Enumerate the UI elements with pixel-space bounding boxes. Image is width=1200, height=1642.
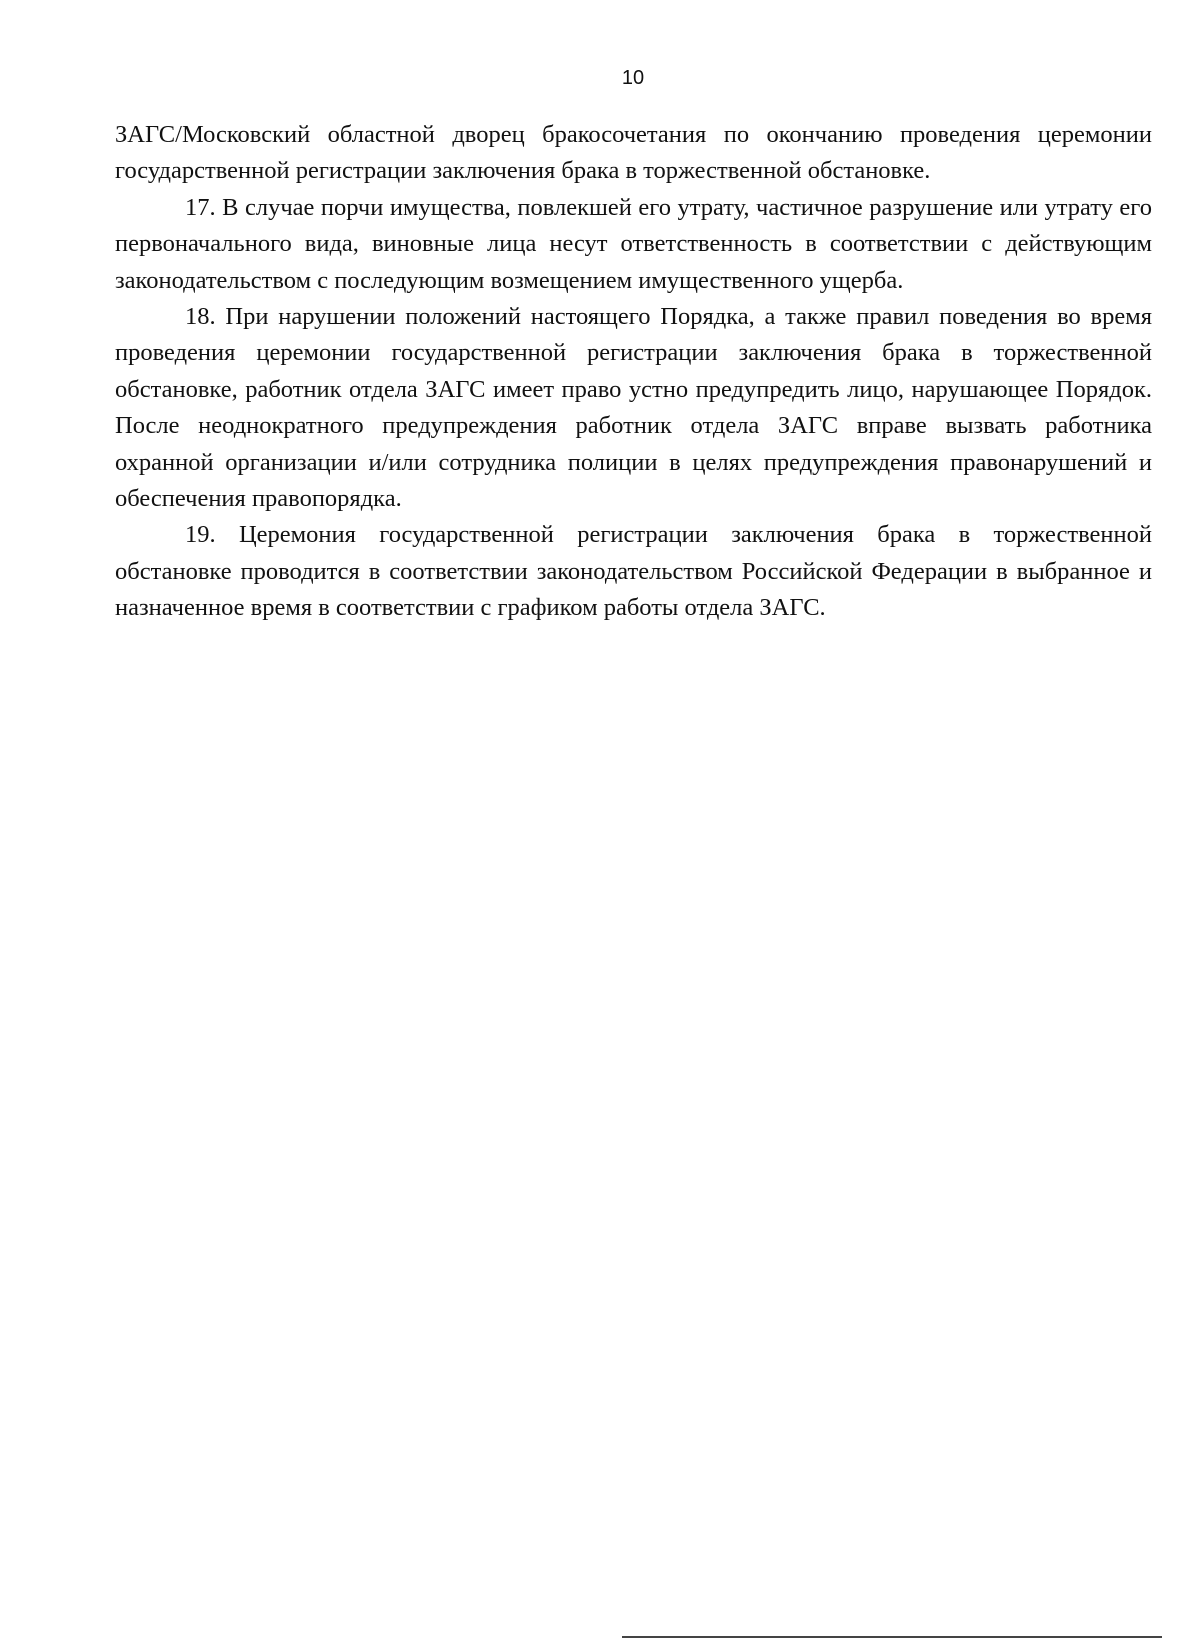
paragraph-continuation: ЗАГС/Московский областной дворец бракосочетания по окончанию проведения церемонии государственной регистрации заключения брака в торжественной обстановке. [115, 121, 1152, 185]
paragraph-item-18: 18. При нарушении положений настоящего Порядка, а также правил поведения во время проведения церемонии государственной регистрации заключения брака в торжественной обстановке, работник отдела ЗАГС имеет право устно предупредить лицо, нарушающее Порядок. После неоднократного предупреждения работник отдела ЗАГС вправе вызвать работника охранной организации и/или сотрудника полиции в целях предупреждения правонарушений и обеспечения правопорядка. [115, 303, 1152, 513]
document-body [115, 117, 1152, 627]
bottom-edge-line [622, 1636, 1162, 1638]
page-number: 10 [621, 67, 645, 89]
paragraph-item-17: 17. В случае порчи имущества, повлекшей его утрату, частичное разрушение или утрату его первоначального вида, виновные лица несут ответственность в соответствии с действующим законодательством с последующим возмещением имущественного ущерба. [115, 193, 1152, 294]
paragraph-item-19: 19. Церемония государственной регистрации заключения брака в торжественной обстановке проводится в соответствии законодательством Российской Федерации в выбранное и назначенное время в соответствии с графиком работы отдела ЗАГС. [115, 521, 1152, 622]
